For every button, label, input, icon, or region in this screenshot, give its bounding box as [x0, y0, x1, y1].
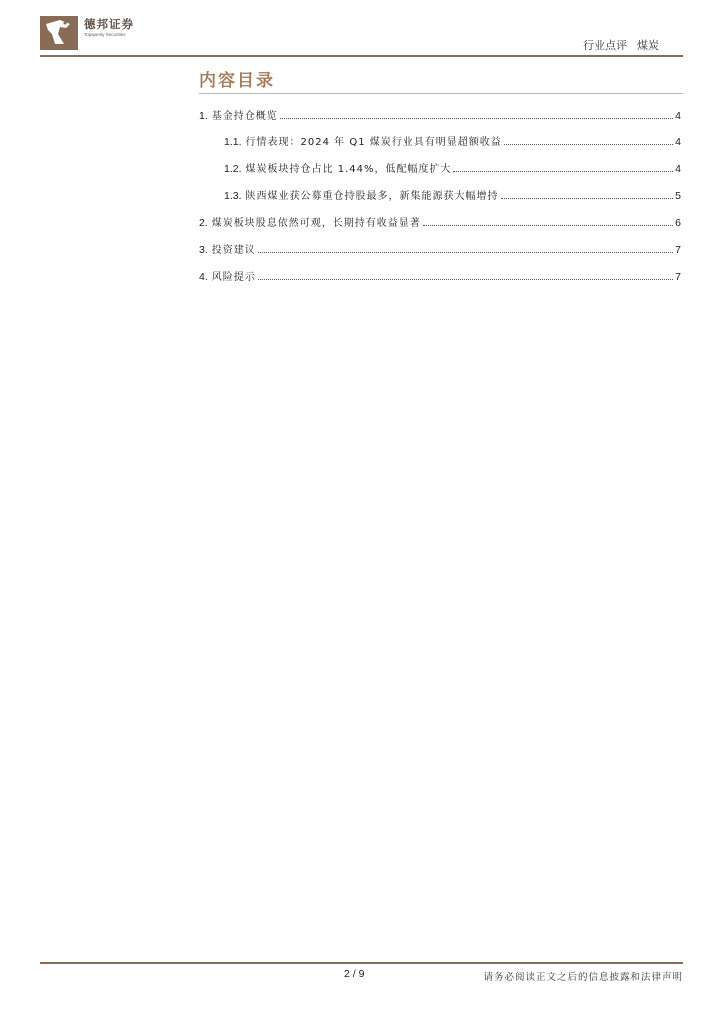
toc-entry-page: 4 [675, 163, 681, 175]
toc-entry-label: 行情表现：2024 年 Q1 煤炭行业具有明显超额收益 [245, 137, 502, 148]
toc-entry-number: 4. [199, 271, 208, 283]
toc-entry-number: 3. [199, 244, 208, 256]
footer-divider [40, 962, 683, 964]
report-type-label: 行业点评 [583, 39, 627, 52]
report-category [583, 37, 659, 53]
toc-entry-label: 陕西煤业获公募重仓持股最多，新集能源获大幅增持 [245, 191, 499, 202]
toc-entry-page: 4 [675, 136, 681, 148]
toc-entry-number: 1.2. [224, 163, 242, 175]
toc-dot-leader [453, 171, 673, 172]
toc-entry-page: 4 [675, 110, 681, 122]
company-logo [40, 16, 140, 50]
toc-dot-leader [258, 279, 673, 280]
toc-title-divider [199, 93, 683, 94]
toc-dot-leader [258, 252, 673, 253]
toc-entry-label: 投资建议 [211, 245, 256, 256]
disclaimer-note: 请务必阅读正文之后的信息披露和法律声明 [483, 972, 683, 983]
toc-entry-label: 风险提示 [211, 272, 256, 283]
toc-entry-label: 煤炭板块持仓占比 1.44%，低配幅度扩大 [245, 164, 452, 175]
page-number: 2 / 9 [344, 968, 365, 980]
toc-entry-page: 5 [675, 190, 681, 202]
toc-entry-number: 1.3. [224, 190, 242, 202]
toc-entry-label: 基金持仓概览 [211, 111, 278, 122]
toc-entry-number: 1. [199, 110, 208, 122]
toc-entry-3[interactable] [199, 242, 681, 256]
toc-entry-1[interactable] [199, 108, 681, 122]
toc-dot-leader [423, 225, 673, 226]
toc-entry-1-3[interactable] [224, 188, 681, 202]
toc-entry-page: 6 [675, 217, 681, 229]
toc-title: 内容目录 [199, 71, 275, 91]
logo-mark-icon [40, 16, 78, 50]
toc-entry-2[interactable] [199, 215, 681, 229]
toc-dot-leader [280, 118, 673, 119]
toc-entry-number: 1.1. [224, 136, 242, 148]
page-header [0, 0, 724, 60]
toc-entry-1-1[interactable] [224, 134, 681, 148]
toc-entry-label: 煤炭板块股息依然可观，长期持有收益显著 [211, 218, 421, 229]
toc-entry-page: 7 [675, 271, 681, 283]
logo-english-name: Topsperity Securities [84, 32, 126, 37]
toc-dot-leader [504, 144, 673, 145]
toc-entry-page: 7 [675, 244, 681, 256]
sector-label: 煤炭 [637, 39, 659, 52]
header-divider [40, 55, 683, 57]
logo-chinese-name: 德邦证券 [84, 19, 134, 31]
toc-entry-number: 2. [199, 217, 208, 229]
toc-dot-leader [501, 198, 674, 199]
toc-entry-4[interactable] [199, 269, 681, 283]
toc-entry-1-2[interactable] [224, 161, 681, 175]
